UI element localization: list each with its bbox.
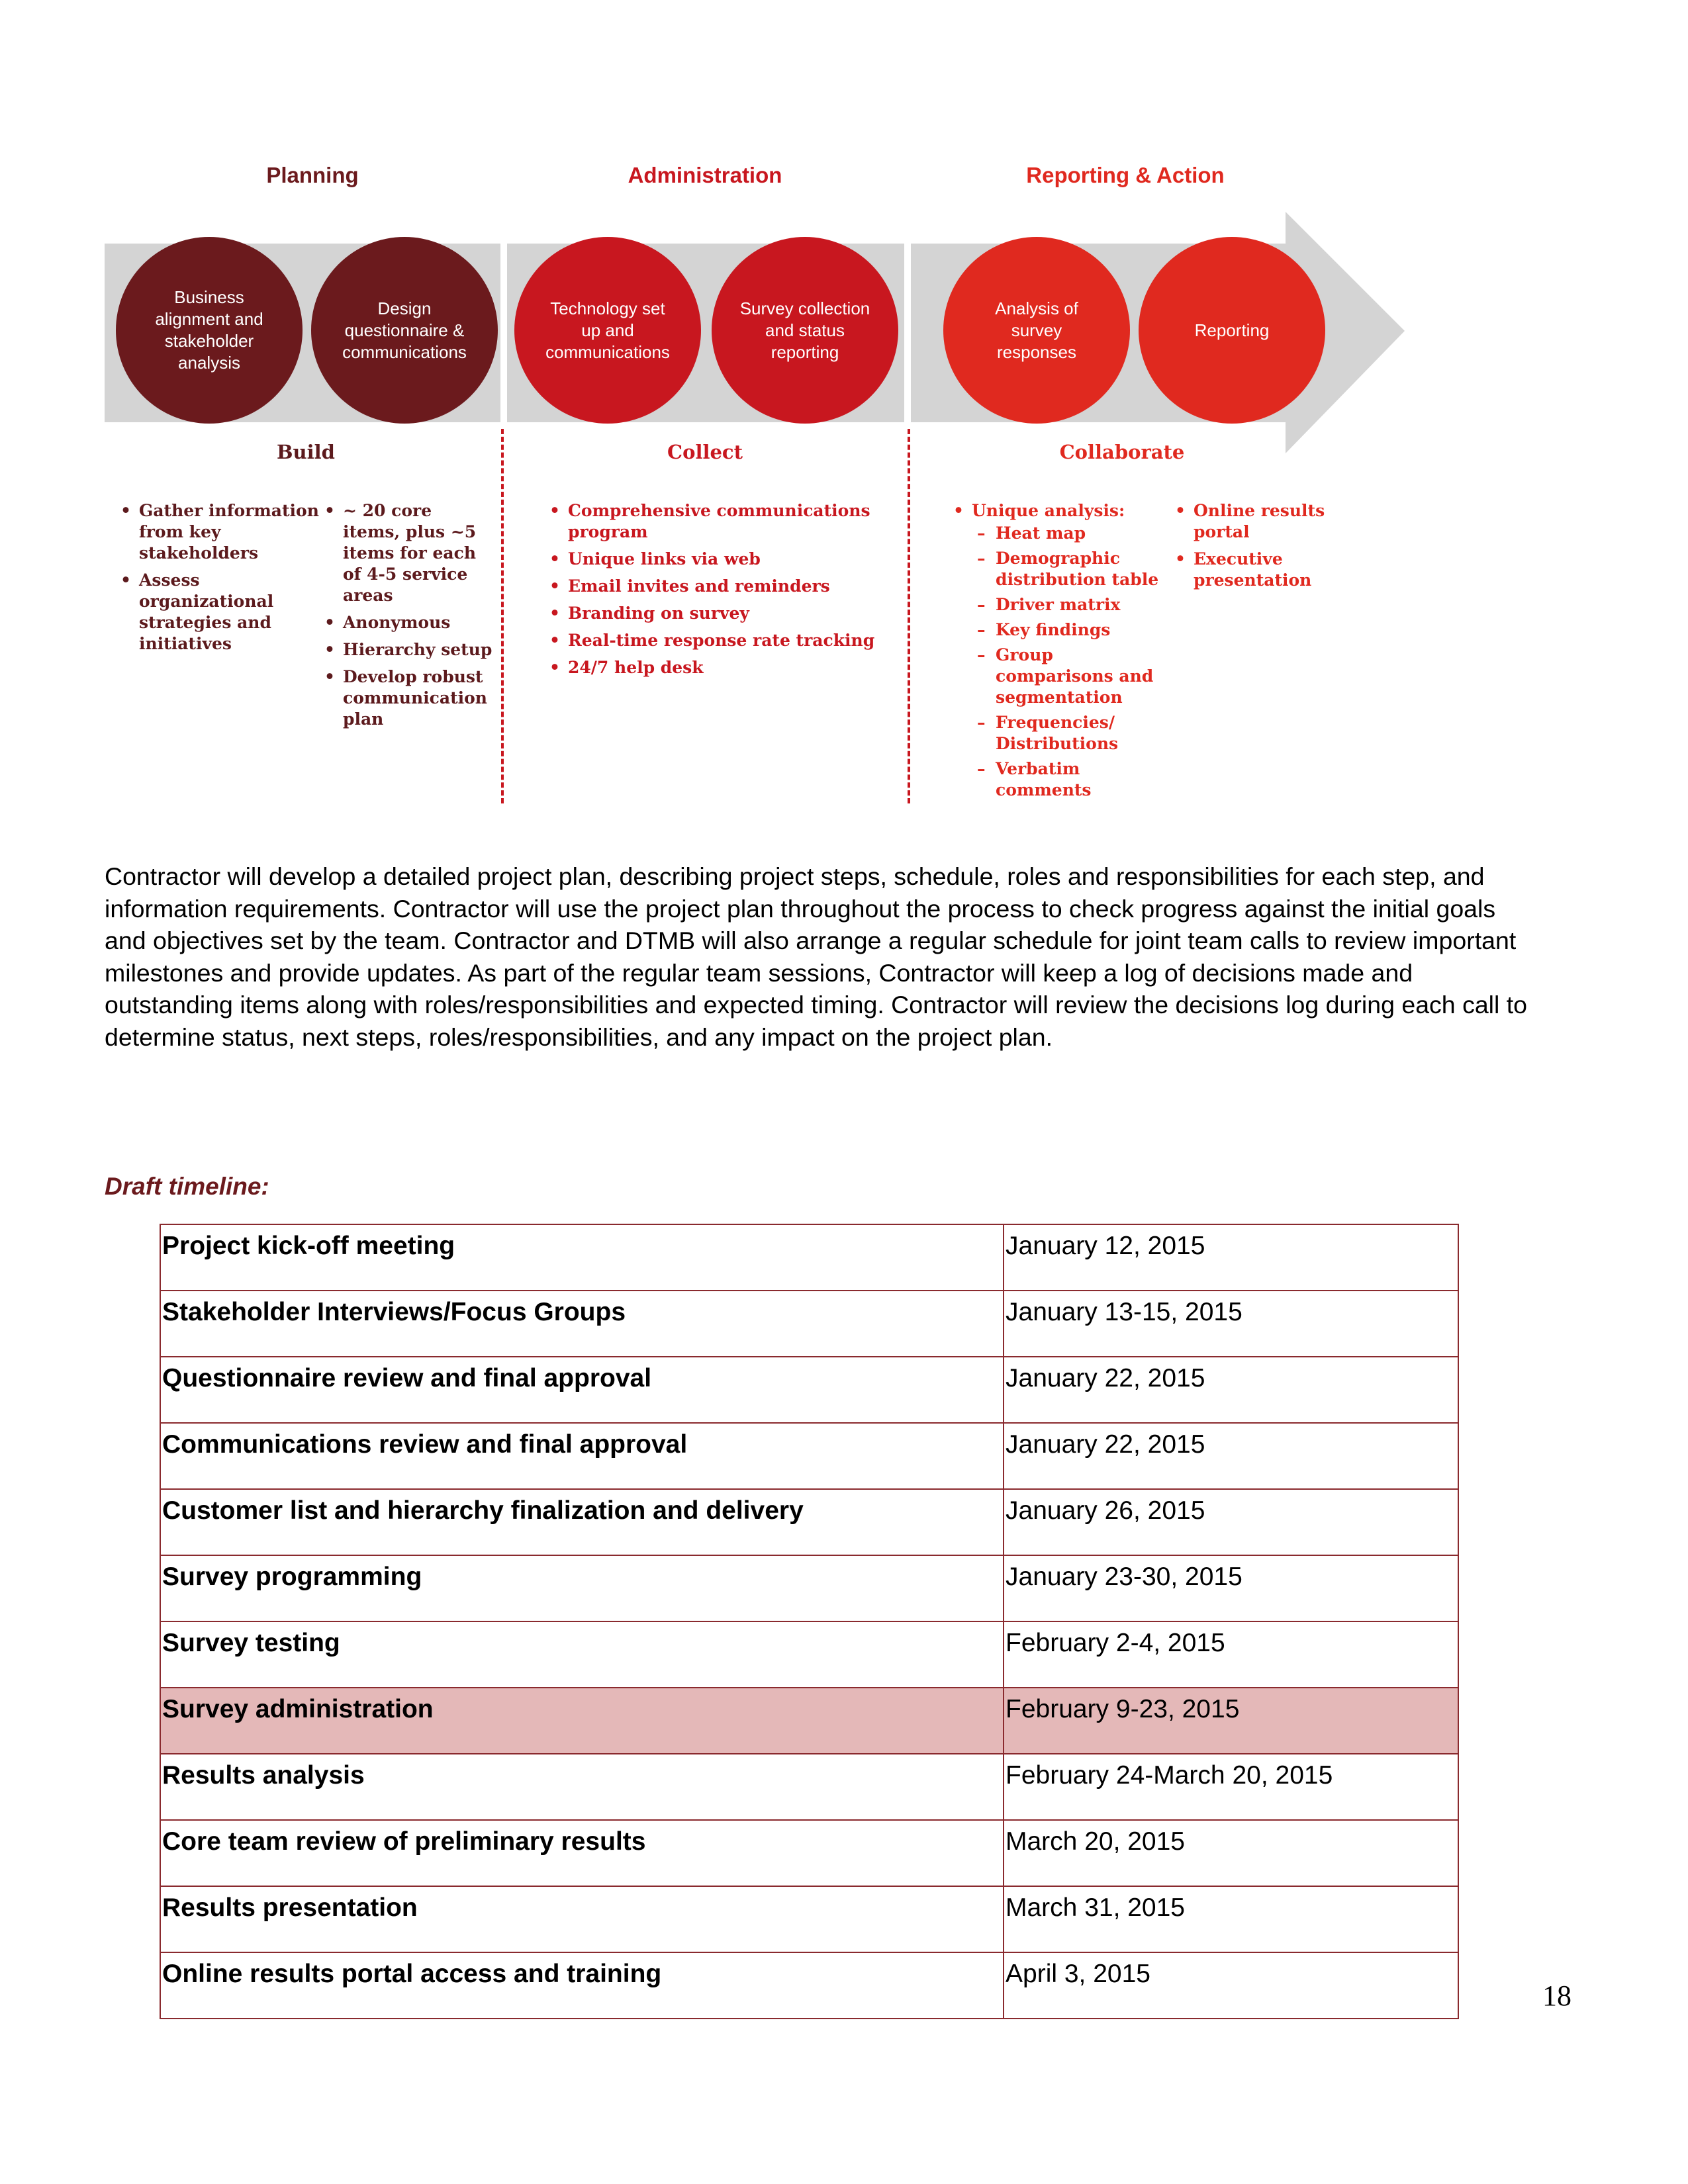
table-row (160, 1621, 1458, 1688)
phase-title-administration: Administration (628, 163, 782, 187)
stage-title-build: Build (277, 441, 335, 463)
list-item: • 24/7 help desk (549, 657, 894, 678)
list-item: – Frequencies/ Distributions (972, 712, 1165, 754)
collect-list (549, 500, 894, 684)
list-item: • Online results portal (1175, 500, 1327, 543)
list-item: • Unique analysis: – Heat map – Demographic distribution table – Driver matrix – Key findings – Group comparisons and segmentation – Frequencies/ Distributions – Verbatim comments (953, 500, 1165, 801)
stage-title-collect: Collect (667, 441, 743, 463)
build-list-2 (324, 500, 493, 736)
timeline-date: April 3, 2015 (1004, 1952, 1458, 2019)
project-plan-paragraph: Contractor will develop a detailed project plan, describing project steps, schedule, roles and responsibilities for each step, and information requirements. Contractor will use the project plan throughout the process to check progress against the initial goals and objectives set by the team. Contractor and DTMB will also arrange a regular schedule for joint team calls to review important milestones and provide updates. As part of the regular team sessions, Contractor will keep a log of decisions made and outstanding items along with roles/responsibilities and expected timing. Contractor will review the decisions log during each call to determine status, next steps, roles/responsibilities, and any impact on the project plan. (105, 862, 1528, 1051)
timeline-task: Stakeholder Interviews/Focus Groups (160, 1291, 1004, 1357)
timeline-task: Core team review of preliminary results (160, 1820, 1004, 1886)
list-item: • Anonymous (324, 612, 493, 633)
list-item: • ~ 20 core items, plus ~5 items for each of 4-5 service areas (324, 500, 493, 606)
step-circle-analysis: Analysis of survey responses (943, 237, 1130, 424)
stage-title-collaborate: Collaborate (1059, 441, 1185, 463)
timeline-task: Results presentation (160, 1886, 1004, 1952)
divider-collect-collaborate (908, 429, 910, 803)
table-row (160, 1423, 1458, 1489)
list-item: • Assess organizational strategies and initiatives (120, 570, 319, 655)
build-list-1 (120, 500, 319, 660)
list-item: • Comprehensive communications program (549, 500, 894, 543)
timeline-date: January 13-15, 2015 (1004, 1291, 1458, 1357)
step-circle-reporting: Reporting (1139, 237, 1325, 424)
list-item: – Key findings (972, 619, 1165, 641)
timeline-task: Customer list and hierarchy finalization and delivery (160, 1489, 1004, 1555)
list-item: • Email invites and reminders (549, 576, 894, 597)
list-item: – Verbatim comments (972, 758, 1165, 801)
step-circle-technology-setup: Technology set up and communications (514, 237, 701, 424)
phase-title-reporting: Reporting & Action (1026, 163, 1225, 187)
table-row (160, 1224, 1458, 1291)
collaborate-list-1 (953, 500, 1165, 807)
timeline-task: Survey programming (160, 1555, 1004, 1621)
analysis-sublist (972, 523, 1165, 801)
timeline-date: January 23-30, 2015 (1004, 1555, 1458, 1621)
timeline-heading: Draft timeline: (105, 1173, 269, 1200)
table-row (160, 1886, 1458, 1952)
timeline-task: Project kick-off meeting (160, 1224, 1004, 1291)
table-row (160, 1291, 1458, 1357)
list-item: • Develop robust communication plan (324, 666, 493, 730)
timeline-table (160, 1224, 1459, 2019)
timeline-date: February 9-23, 2015 (1004, 1688, 1458, 1754)
list-item: • Gather information from key stakeholders (120, 500, 319, 564)
step-circle-survey-collection: Survey collection and status reporting (712, 237, 898, 424)
timeline-date: February 24-March 20, 2015 (1004, 1754, 1458, 1820)
timeline-task: Questionnaire review and final approval (160, 1357, 1004, 1423)
table-row (160, 1754, 1458, 1820)
table-row (160, 1489, 1458, 1555)
timeline-task: Results analysis (160, 1754, 1004, 1820)
timeline-date: January 26, 2015 (1004, 1489, 1458, 1555)
step-circle-business-alignment: Business alignment and stakeholder analysis (116, 237, 303, 424)
page-number: 18 (1542, 1979, 1571, 2012)
timeline-date: January 22, 2015 (1004, 1423, 1458, 1489)
table-row (160, 1820, 1458, 1886)
table-row (160, 1555, 1458, 1621)
list-item: – Demographic distribution table (972, 548, 1165, 590)
timeline-task: Survey testing (160, 1621, 1004, 1688)
divider-build-collect (501, 429, 504, 803)
timeline-task: Communications review and final approval (160, 1423, 1004, 1489)
timeline-date: March 31, 2015 (1004, 1886, 1458, 1952)
timeline-task: Online results portal access and training (160, 1952, 1004, 2019)
collaborate-list-2 (1175, 500, 1327, 597)
list-item: – Heat map (972, 523, 1165, 544)
list-item: • Unique links via web (549, 549, 894, 570)
table-row-highlighted (160, 1688, 1458, 1754)
list-item: • Real-time response rate tracking (549, 630, 894, 651)
timeline-date: January 22, 2015 (1004, 1357, 1458, 1423)
table-row (160, 1357, 1458, 1423)
timeline-date: January 12, 2015 (1004, 1224, 1458, 1291)
timeline-date: March 20, 2015 (1004, 1820, 1458, 1886)
timeline-date: February 2-4, 2015 (1004, 1621, 1458, 1688)
list-item: • Branding on survey (549, 603, 894, 624)
phase-title-planning: Planning (266, 163, 359, 187)
list-item: • Executive presentation (1175, 549, 1327, 591)
list-item: – Group comparisons and segmentation (972, 645, 1165, 708)
table-row (160, 1952, 1458, 2019)
list-item: • Hierarchy setup (324, 639, 493, 660)
list-item: – Driver matrix (972, 594, 1165, 615)
step-circle-design-questionnaire: Design questionnaire & communications (311, 237, 498, 424)
timeline-task: Survey administration (160, 1688, 1004, 1754)
